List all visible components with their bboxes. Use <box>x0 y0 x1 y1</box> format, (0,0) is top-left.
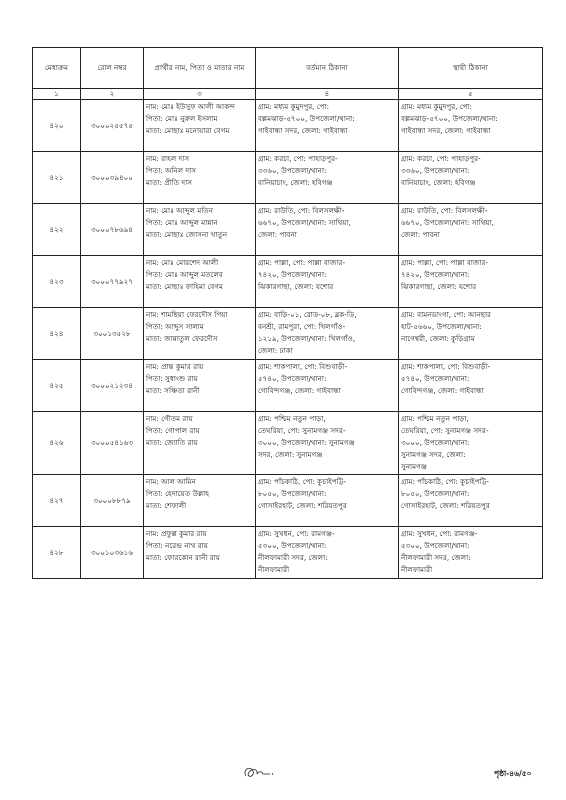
address-line: ৬৬৭০, উপজেলা/থানা: সাথিয়া, <box>258 218 351 227</box>
address-line: ৮০৫০, উপজেলা/থানা: <box>258 489 327 498</box>
mother-name: মাতা: জান্নাতুল ফেরদৌস <box>146 334 218 343</box>
address-line: গাইবান্ধা সদর, জেলা: গাইবান্ধা <box>401 126 491 135</box>
address-line: গ্রাম: সুখধন, পো: রামগঞ্জ- <box>258 529 335 538</box>
address-line: ৫৭৪০, উপজেলা/থানা: <box>258 374 327 383</box>
address-line: ৩৩৬০, উপজেলা/থানা: <box>258 166 327 175</box>
mother-name: মাতা: প্রীতি দাস <box>146 178 193 187</box>
roll-cell: ৩০০০৮৮৭৯ <box>81 475 144 527</box>
serial-cell: ৪২৮ <box>33 527 81 579</box>
permanent-address-cell <box>399 308 543 360</box>
roll-cell: ৩০০০৭৭৯২৭ <box>81 256 144 308</box>
address-line: গ্রাম: পাল্লা, পো: পাল্লা বাজার- <box>401 258 489 267</box>
candidate-rows <box>33 100 543 579</box>
address-line: গ্রাম: শাকপালা, পো: বিশুবাড়ী- <box>258 362 348 371</box>
permanent-address-cell <box>399 475 543 527</box>
name-cell <box>144 100 256 152</box>
name-cell <box>144 308 256 360</box>
father-name: পিতা: মোঃ আব্দুল মান্নান <box>146 218 218 227</box>
address-line: নীলফামারী <box>258 565 290 574</box>
candidate-name: নাম: আল আমিন <box>146 477 196 486</box>
candidate-name: নাম: মোঃ আব্দুল মতিন <box>146 206 213 215</box>
father-name: পিতা: মোঃ নুরুল ইসলাম <box>146 114 218 123</box>
permanent-address-cell <box>399 527 543 579</box>
name-cell <box>144 527 256 579</box>
candidate-name: নাম: রাহল দাস <box>146 154 190 163</box>
address-line: গোসাইরহাট, জেলা: শরিয়তপুর <box>258 501 347 510</box>
present-address-cell <box>256 100 399 152</box>
address-line: গ্রাম: পশ্চিম নতুন পাড়া, <box>401 414 469 423</box>
address-line: গ্রাম: বামনডাংগা, পো: আনছার <box>401 310 492 319</box>
table-row <box>33 412 543 475</box>
address-line: জেলা: ঢাকা <box>258 346 293 355</box>
address-line: নাগেশ্বরী, জেলা: কুড়িগ্রাম <box>401 334 475 343</box>
address-line: সদর, জেলা: সুনামগঞ্জ <box>258 450 323 459</box>
column-index: ১ <box>33 89 81 100</box>
header-present-address: বর্তমান ঠিকানা <box>256 48 399 89</box>
roll-cell: ৩০০১০৩৬১৬ <box>81 527 144 579</box>
mother-name: মাতা: জ্যোতি রায় <box>146 438 198 447</box>
address-line: বানিয়াচাং, জেলা: হবিগঞ্জ <box>401 178 476 187</box>
permanent-address-cell <box>399 100 543 152</box>
father-name: পিতা: মোঃ আব্দুল মতলেব <box>146 270 223 279</box>
address-line: হাট-৫৬৬০, উপজেলা/থানা: <box>401 322 482 331</box>
address-line: নীলফামারী <box>401 565 433 574</box>
address-line: গ্রাম: রাউতি, পো: বিলসলক্ষী- <box>258 206 345 215</box>
serial-cell: ৪২৪ <box>33 308 81 360</box>
serial-cell: ৪২১ <box>33 152 81 204</box>
present-address-cell <box>256 527 399 579</box>
present-address-cell <box>256 360 399 412</box>
roll-cell: ৩০০১৩৫২৮ <box>81 308 144 360</box>
candidate-name: নাম: প্রফুল্ল কুমার রায় <box>146 529 207 538</box>
candidate-table <box>32 47 543 579</box>
address-line: গ্রাম: পশ্চিম নতুন পাড়া, <box>258 414 326 423</box>
permanent-address-cell <box>399 412 543 475</box>
address-line: গ্রাম: করচা, পো: পাহাড়পুর- <box>258 154 338 163</box>
name-cell <box>144 360 256 412</box>
mother-name: মাতা: মোছাঃ জোসনা খাতুন <box>146 230 228 239</box>
address-line: গ্রাম: মধ্যম কুমুদপুর, পো: <box>401 102 473 111</box>
table-row <box>33 308 543 360</box>
address-line: গাইবান্ধা সদর, জেলা: গাইবান্ধা <box>258 126 348 135</box>
father-name: পিতা: নরেন্দ্র নাথ রায় <box>146 541 208 550</box>
present-address-cell <box>256 308 399 360</box>
address-line: নীলফামারী সদর, জেলা: <box>401 553 471 562</box>
address-line: গ্রাম: মধ্যম কুমুদপুর, পো: <box>258 102 330 111</box>
column-index: ৩ <box>144 89 256 100</box>
serial-cell: ৪২৩ <box>33 256 81 308</box>
address-line: ৮০৫০, উপজেলা/থানা: <box>401 489 470 498</box>
mother-name: মাতা: মোছাঃ মনোয়ারা বেগম <box>146 126 230 135</box>
serial-cell: ৪২২ <box>33 204 81 256</box>
table-row <box>33 360 543 412</box>
address-line: গ্রাম: সুখধন, পো: রামগঞ্জ- <box>401 529 478 538</box>
page-number: পৃষ্ঠা-৪৬/৫০ <box>494 769 532 778</box>
signature <box>240 762 280 784</box>
address-line: নীলফামারী সদর, জেলা: <box>258 553 328 562</box>
address-line: ৩০০০, উপজেলা/থানা: সুনামগঞ্জ <box>258 438 355 447</box>
mother-name: মাতা: শেফালী <box>146 501 187 510</box>
address-line: বানিয়াচাং, জেলা: হবিগঞ্জ <box>258 178 333 187</box>
address-line: সুনামগঞ্জ সদর, জেলা: <box>401 450 466 459</box>
candidate-name: নাম: গৌতম রায় <box>146 414 193 423</box>
address-line: ৭৪২০, উপজেলা/থানা: <box>258 270 327 279</box>
column-index: ৫ <box>399 89 543 100</box>
address-line: ১২১৯, উপজেলা/থানা: খিলগাঁও, <box>258 334 356 343</box>
address-line: গ্রাম: পাঁচকাঠি, পো: কুচাইপট্টি- <box>401 477 489 486</box>
serial-cell: ৪২৭ <box>33 475 81 527</box>
address-line: ৫৩০০, উপজেলা/থানা: <box>401 541 470 550</box>
table-row <box>33 475 543 527</box>
permanent-address-cell <box>399 256 543 308</box>
table-row <box>33 100 543 152</box>
roll-cell: ৩০০০৫৪১৬৩ <box>81 412 144 475</box>
father-name: পিতা: হেদায়েত উল্লাহ <box>146 489 210 498</box>
serial-cell: ৪২০ <box>33 100 81 152</box>
address-line: জেলা: পাবনা <box>401 230 440 239</box>
address-line: ৫৩০০, উপজেলা/থানা: <box>258 541 327 550</box>
mother-name: মাতা: সঞ্চিতা রানী <box>146 386 200 395</box>
present-address-cell <box>256 475 399 527</box>
header-serial: মেধাক্রম <box>33 48 81 89</box>
roll-cell: ৩০০০২১২৩৪ <box>81 360 144 412</box>
serial-cell: ৪২৫ <box>33 360 81 412</box>
permanent-address-cell <box>399 204 543 256</box>
table-row <box>33 527 543 579</box>
address-line: ঝিকারগাছা, জেলা: যশোর <box>401 282 477 291</box>
column-index: ২ <box>81 89 144 100</box>
mother-name: মাতা: মোছাঃ ফাহিমা বেগম <box>146 282 223 291</box>
address-line: বনশ্রী, রামপুরা, পো: খিলগাঁও- <box>258 322 346 331</box>
roll-cell: ৩০০০৩৯৪০০ <box>81 152 144 204</box>
table-row <box>33 256 543 308</box>
address-line: তেঘরিয়া, পো: সুনামগঞ্জ সদর- <box>258 426 346 435</box>
roll-cell: ৩০০০২৫৫৭৫ <box>81 100 144 152</box>
address-line: ৩০০০, উপজেলা/থানা: <box>401 438 470 447</box>
father-name: পিতা: সুধাংশু রায় <box>146 374 198 383</box>
header-permanent-address: স্থায়ী ঠিকানা <box>399 48 543 89</box>
address-line: ঝিকারগাছা, জেলা: যশোর <box>258 282 334 291</box>
address-line: জেলা: পাবনা <box>258 230 297 239</box>
column-index-row <box>33 89 543 100</box>
address-line: ৬৬৭০, উপজেলা/থানা: সাথিয়া, <box>401 218 494 227</box>
name-cell <box>144 204 256 256</box>
name-cell <box>144 152 256 204</box>
permanent-address-cell <box>399 152 543 204</box>
column-index: ৪ <box>256 89 399 100</box>
address-line: গোসাইরহাট, জেলা: শরিয়তপুর <box>401 501 490 510</box>
address-line: গ্রাম: করচা, পো: পাহাড়পুর- <box>401 154 481 163</box>
present-address-cell <box>256 204 399 256</box>
address-line: বল্লমঝাড়-৫৭০০, উপজেলা/থানা: <box>258 114 355 123</box>
name-cell <box>144 256 256 308</box>
table-row <box>33 204 543 256</box>
header-row <box>33 48 543 89</box>
mother-name: মাতা: ফোরকোন রানী রায় <box>146 553 220 562</box>
address-line: বল্লমঝাড়-৫৭০০, উপজেলা/থানা: <box>401 114 498 123</box>
address-line: গ্রাম: রাউতি, পো: বিলসলক্ষী- <box>401 206 488 215</box>
father-name: পিতা: অনিল দাস <box>146 166 196 175</box>
address-line: ৫৭৪০, উপজেলা/থানা: <box>401 374 470 383</box>
table-row <box>33 152 543 204</box>
father-name: পিতা: গোপাল রায় <box>146 426 200 435</box>
permanent-address-cell <box>399 360 543 412</box>
present-address-cell <box>256 256 399 308</box>
header-roll: রোল নম্বর <box>81 48 144 89</box>
address-line: গ্রাম: পাঁচকাঠি, পো: কুচাইপট্টি- <box>258 477 346 486</box>
header-name: প্রার্থীর নাম, পিতা ও মাতার নাম <box>144 48 256 89</box>
address-line: তেঘরিয়া, পো: সুনামগঞ্জ সদর- <box>401 426 489 435</box>
name-cell <box>144 412 256 475</box>
present-address-cell <box>256 412 399 475</box>
address-line: ৩৩৬০, উপজেলা/থানা: <box>401 166 470 175</box>
address-line: গোবিন্দগঞ্জ, জেলা: গাইবান্ধা <box>258 386 341 395</box>
serial-cell: ৪২৬ <box>33 412 81 475</box>
candidate-name: নাম: প্রান্ত কুমার রায় <box>146 362 204 371</box>
name-cell <box>144 475 256 527</box>
address-line: গ্রাম: বাড়ি-০১, রোড-০৮, ব্লক-ডি, <box>258 310 357 319</box>
candidate-name: নাম: মোঃ মোরশেদ আলী <box>146 258 219 267</box>
address-line: ৭৪২০, উপজেলা/থানা: <box>401 270 470 279</box>
present-address-cell <box>256 152 399 204</box>
address-line: গ্রাম: পাল্লা, পো: পাল্লা বাজার- <box>258 258 346 267</box>
address-line: সুনামগঞ্জ <box>401 462 427 471</box>
father-name: পিতা: আব্দুস সালাম <box>146 322 204 331</box>
candidate-name: নাম: মোঃ ইউসুফ আলী আকন্দ <box>146 102 236 111</box>
roll-cell: ৩০০০৭৮৬৯৪ <box>81 204 144 256</box>
address-line: গোবিন্দগঞ্জ, জেলা: গাইবান্ধা <box>401 386 484 395</box>
address-line: গ্রাম: শাকপালা, পো: বিশুবাড়ী- <box>401 362 491 371</box>
candidate-name: নাম: শামছিয়া ফেরদৌস পিয়া <box>146 310 228 319</box>
